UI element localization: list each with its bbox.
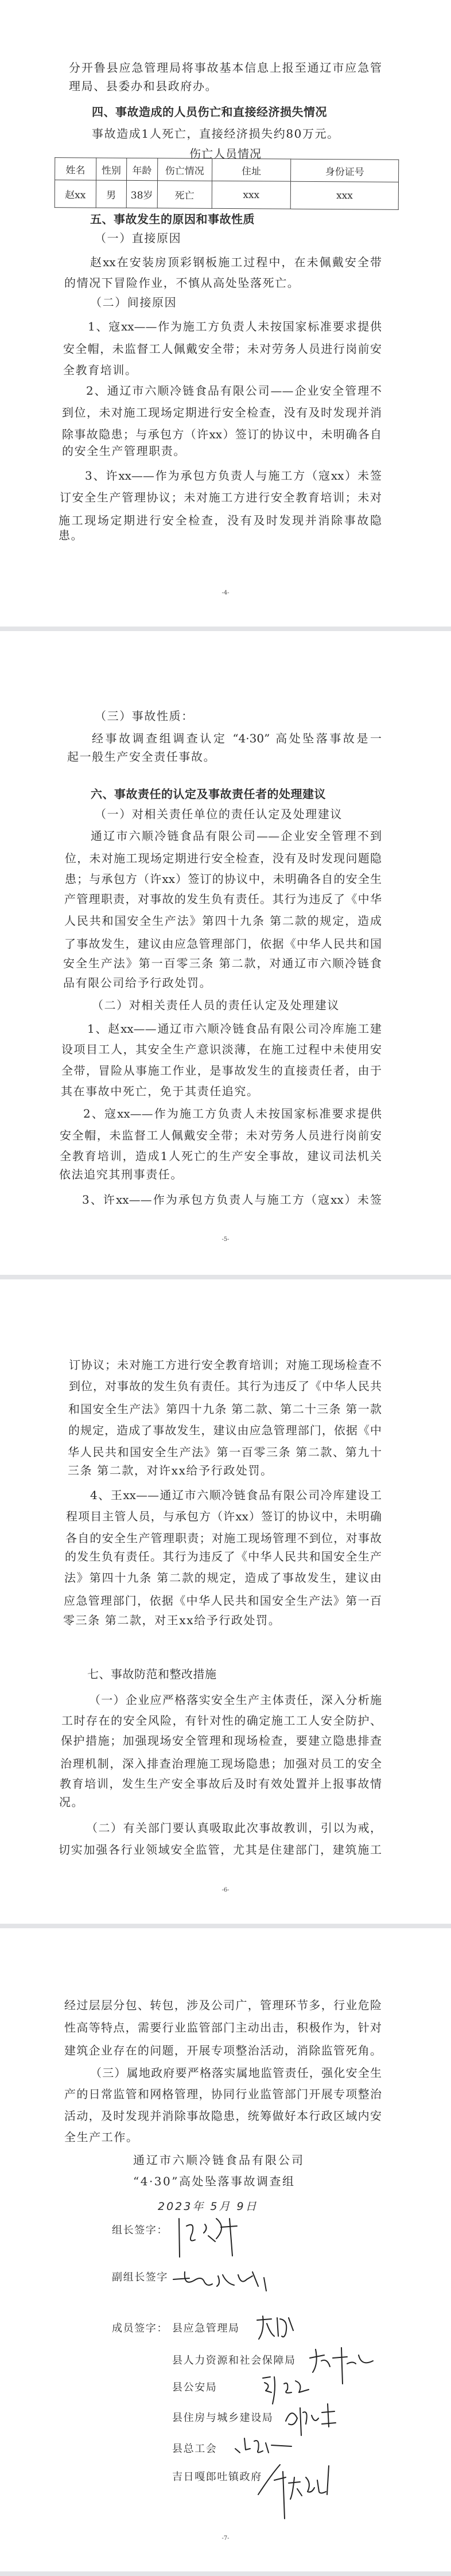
section-heading-5: 五、事故发生的原因和事故性质 [90,212,255,226]
table-header: 身份证号 [291,159,399,182]
text-line: （一）企业应严格落实安全生产主体责任，深入分析施 [89,1693,382,1707]
text-line: 到位，对事故的发生负有责任。其行为违反了《中华人民共 [69,1379,382,1393]
text-line: 经事故调查组调查认定 “4·30” 高处坠落事故是一 [92,731,382,745]
text-line: 华人民共和国安全生产法》第一百零三条 第二款、第九十 [68,1445,382,1459]
subheading: （二）间接原因 [90,295,177,309]
text-line: 分开鲁县应急管理局将事故基本信息上报至通辽市应急管 [69,61,382,75]
member-signature [257,2460,332,2520]
member-org: 县住房与城乡建设局 [172,2412,274,2424]
text-line: 安全帽，未监督工人佩戴安全带；未对劳务人员进行岗前安 [60,1129,382,1142]
text-line: 建筑企业存在的问题，开展专项整治活动，消除监管死角。 [64,2044,382,2057]
text-line: 起一般生产安全责任事故。 [67,750,216,764]
table-row [55,180,398,210]
text-line: 理局、县委办和县政府办。 [69,79,218,93]
text-line: 设项目工人，其安全生产意识淡薄，在施工过程中未使用安 [61,1042,382,1056]
subheading: （三）事故性质： [95,709,194,723]
text-line: 切实加强各行业领域安全监管，尤其是住建部门，建筑施工 [59,1843,382,1857]
text-line: （二）有关部门要认真吸取此次事故教训，引以为戒， [86,1821,382,1835]
page-number: -6- [221,1887,230,1893]
table-header-row [55,158,399,182]
table-cell: xxx [291,181,399,209]
deputy-signature [172,2263,270,2292]
text-line: 患。 [59,528,84,542]
table-cell: 男 [96,180,126,208]
leader-signature [175,2216,244,2259]
table-header: 年龄 [126,158,157,180]
table-title: 伤亡人员情况 [189,147,262,161]
page-separator [0,627,451,631]
text-line: 订协议；未对施工方进行安全教育培训；对施工现场检查不 [69,1358,382,1372]
text-line: 除事故隐患；与承包方（许xx）签订的协议中，未明确各自 [62,427,382,441]
member-signature [234,2433,294,2458]
leader-signature-label: 组长签字： [112,2224,168,2236]
text-line: 到位，未对施工现场定期进行安全检查，没有及时发现并消 [62,406,382,419]
text-line: 2、通辽市六顺冷链食品有限公司——企业安全管理不 [86,384,382,398]
text-line: 教育培训，发生生产安全事故后及时有效处置并上报事故情 [60,1777,382,1791]
text-line: 法》第四十九条 第二款的规定，造成了事故发生，建议由 [64,1571,382,1585]
text-line: 品有限公司给予行政处罚。 [63,976,212,990]
table-header: 性别 [96,158,126,180]
issuing-organization: 通辽市六顺冷链食品有限公司 [133,2153,305,2167]
page-separator [0,1275,451,1279]
text-line: 人民共和国安全生产法》第四十九条 第二款的规定，造成 [64,914,382,928]
table-cell: 死亡 [157,181,212,209]
table-header: 姓名 [55,158,96,180]
page-number: -5- [221,1236,230,1243]
text-line: 1、赵xx——通辽市六顺冷链食品有限公司冷库施工建 [87,1022,382,1036]
members-signature-label: 成员签字： [112,2322,168,2334]
member-signature [254,2313,297,2342]
text-line: 和国安全生产法》第四十九条 第二款、第二十三条 第一款 [68,1402,382,1416]
text-line: 经过层层分包、转包，涉及公司广，管理环节多，行业危险 [64,1998,382,2012]
text-line: 位，未对施工现场定期进行安全检查，没有及时发现问题隐 [65,851,382,865]
text-line: 全带，冒险从事施工作业，是事故发生的直接责任者，由于 [61,1064,382,1077]
text-line: 保护措施；加强现场安全管理和现场检查，要建立隐患排查 [61,1734,382,1748]
text-line: 订安全生产管理协议；未对施工方进行安全教育培训；未对 [60,491,382,504]
text-line: 赵xx在安装房顶彩钢板施工过程中，在未佩戴安全带 [90,255,382,269]
text-line: 3、许xx——作为承包方负责人与施工方（寇xx）未签 [82,1193,382,1207]
text-line: 的规定，造成了事故发生，建议由应急管理部门，依据《中 [68,1423,382,1437]
section-heading-6: 六、事故责任的认定及事故责任者的处理建议 [91,787,326,801]
table-cell: xxx [212,181,291,209]
table-cell: 38岁 [126,180,157,208]
text-line: 4、王xx——通辽市六顺冷链食品有限公司冷库建设工 [90,1488,382,1502]
text-line: 的情况下冒险作业，不慎从高处坠落死亡。 [64,276,300,290]
investigation-group: “4·30”高处坠落事故调查组 [133,2174,296,2188]
text-line: 1、寇xx——作为施工方负责人未按国家标准要求提供 [88,320,382,333]
text-line: 况。 [59,1795,84,1809]
subheading: （二）对相关责任人员的责任认定及处理建议 [92,998,340,1012]
text-line: 2、寇xx——作为施工方负责人未按国家标准要求提供 [83,1107,382,1120]
text-line: 性高等特点，需要行业监管部门主动出击，积极作为，针对 [64,2021,382,2034]
member-org: 吉日嘎郎吐镇政府 [172,2471,262,2483]
text-line: 事故造成1人死亡，直接经济损失约80万元。 [92,127,340,141]
text-line: 程项目主管人员，与承包方（许xx）签订的协议中，未明确 [66,1509,382,1523]
table-cell: 赵xx [55,180,96,208]
subheading: （一）直接原因 [95,231,182,245]
text-line: 全教育培训。 [63,363,138,377]
text-line: 安全帽，未监督工人佩戴安全带；未对劳务人员进行岗前安 [63,342,382,356]
text-line: 工时存在的安全风险，有针对性的确定施工工人安全防护、 [61,1714,382,1727]
text-line: 零三条 第二款，对王xx给予行政处罚。 [63,1613,281,1627]
member-org: 县公安局 [172,2382,217,2394]
section-heading-4: 四、事故造成的人员伤亡和直接经济损失情况 [92,105,327,119]
text-line: 依法追究其刑事责任。 [59,1168,183,1181]
subheading: （一）对相关责任单位的责任认定及处理建议 [95,807,343,821]
text-line: （三）属地政府要严格落实属地监管责任，强化安全生 [90,2066,382,2080]
page-number: -7- [221,2535,230,2542]
text-line: 通辽市六顺冷链食品有限公司——企业安全管理不到 [91,829,382,843]
page-number: -4- [221,590,230,596]
member-org: 县人力资源和社会保障局 [172,2355,296,2367]
text-line: 产管理职责，对事故的发生负有责任。其行为违反了《中华 [64,892,382,906]
text-line: 了事故发生，建议由应急管理部门，依据《中华人民共和国 [64,937,382,951]
text-line: 施工现场定期进行安全检查，没有及时发现并消除事故隐 [59,513,382,527]
text-line: 患；与承包方（许xx）签订的协议中，未明确各自的安全生 [65,872,382,886]
text-line: 各自的安全生产管理职责；对施工现场管理不到位，对事故 [65,1531,382,1545]
deputy-signature-label: 副组长签字 [112,2271,168,2283]
text-line: 应急管理部门，依据《中华人民共和国安全生产法》第一百 [64,1594,382,1608]
page-separator [0,1924,451,1928]
section-heading-7: 七、事故防范和整改措施 [87,1667,217,1681]
text-line: 3、许xx——作为承包方负责人与施工方（寇xx）未签 [85,469,382,482]
table-header: 伤亡情况 [157,158,212,181]
member-signature [307,2341,376,2387]
text-line: 安全生产法》第一百零三条 第二款，对通辽市六顺冷链食 [63,956,382,970]
signing-date: 2023年 5月 9日 [158,2200,258,2213]
text-line: 的安全生产管理职责。 [62,444,186,458]
text-line: 全教育培训，造成1人死亡的生产安全事故，建议司法机关 [60,1149,382,1163]
text-line: 全生产工作。 [64,2130,139,2144]
text-line: 的发生负有责任。其行为违反了《中华人民共和国安全生产 [65,1550,382,1563]
text-line: 产的日常监管和网格管理，协同行业监管部门开展专项整治 [64,2087,382,2101]
text-line: 三条 第二款，对许xx给予行政处罚。 [68,1464,273,1477]
member-org: 县应急管理局 [172,2322,240,2334]
casualty-table [55,157,399,210]
table-header: 住址 [212,158,291,181]
member-org: 县总工会 [172,2443,217,2455]
text-line: 其在事故中死亡，免于其责任追究。 [61,1084,259,1098]
text-line: 治理机制，深入排查治理施工现场隐患；加强对员工的安全 [60,1757,382,1770]
text-line: 活动，及时发现并消除事故隐患，统筹做好本行政区域内安 [64,2109,382,2123]
